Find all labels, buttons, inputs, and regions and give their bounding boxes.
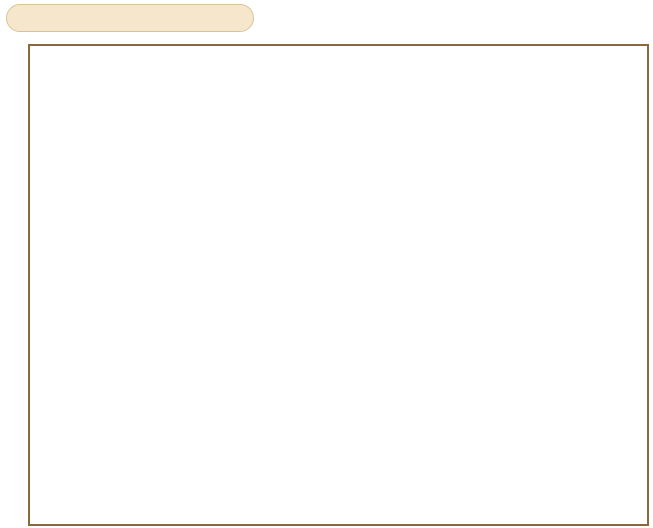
hexagram-table bbox=[28, 44, 649, 526]
title-tab bbox=[6, 4, 254, 32]
